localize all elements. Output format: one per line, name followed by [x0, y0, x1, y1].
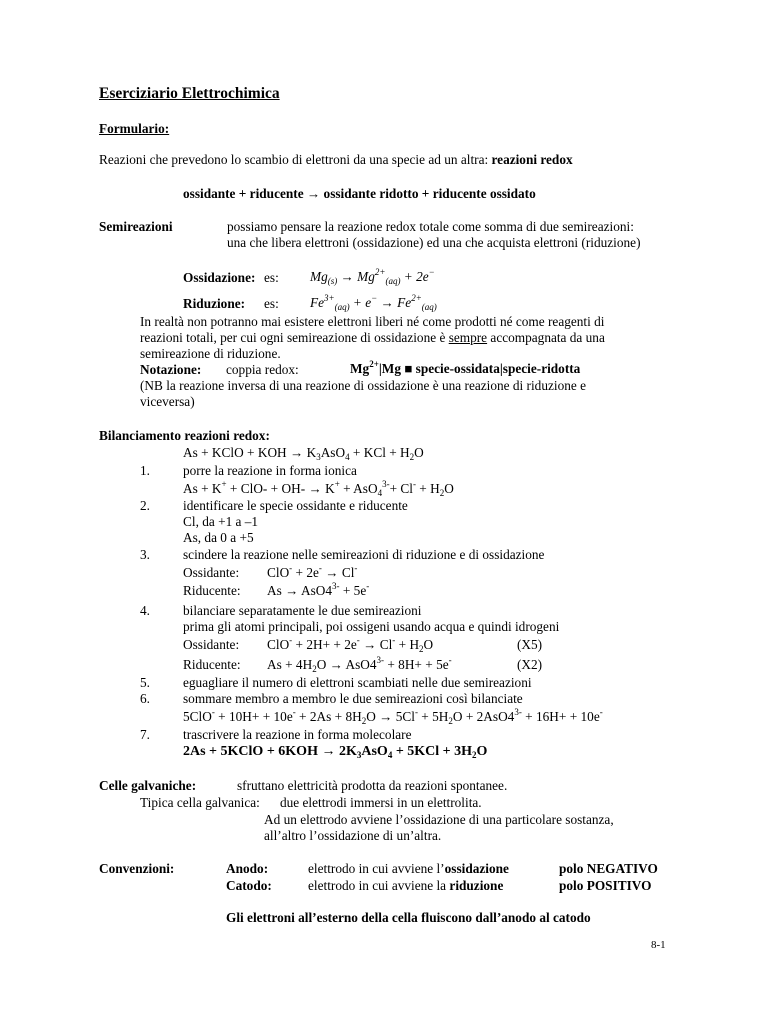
multiplier-x2: (X2): [517, 657, 543, 672]
riducente-eq-2: $As + 4H_2O \to AsO4^{3-} + 8H+ + 5e^-$: [267, 655, 452, 674]
anodo-text: [308, 861, 509, 877]
riducente-eq-1: $As \to AsO4^{3-} + 5e^-$: [267, 581, 370, 598]
bilanciamento-heading: Bilanciamento reazioni redox:: [99, 428, 270, 443]
anodo-text-bold: ossidazione: [444, 861, 509, 876]
document-title: Eserciziario Elettrochimica: [99, 85, 280, 102]
para1-line1: In realtà non potranno mai esistere elettroni liberi né come prodotti né come reagenti di: [140, 314, 605, 329]
reduction-label: Riduzione:: [183, 296, 246, 311]
step-4: bilanciare separatamente le due semireazioni: [183, 603, 422, 618]
anodo-label: Anodo:: [226, 861, 269, 876]
final-equation: 2As + 5KClO + $6KOH \to 2K_3AsO_4 + 5KCl + 3H_2O$: [183, 744, 488, 760]
step-4-b: prima gli atomi principali, poi ossigeni usando acqua e quindi idrogeni: [183, 619, 560, 634]
oxidation-equation: $Mg_{(s)} \to Mg^{2+}_{(aq)} + 2e^-$: [310, 267, 435, 286]
notation-species: specie-ossidata|specie-ridotta: [415, 361, 581, 376]
reduction-equation: $Fe^{3+}_{(aq)} + e^- \to Fe^{2+}_{(aq)}$: [310, 293, 437, 312]
catodo-text-bold: riduzione: [449, 878, 504, 893]
step-1: porre la reazione in forma ionica: [183, 463, 357, 478]
multiplier-x5: (X5): [517, 637, 543, 652]
semireazioni-line2: una che libera elettroni (ossidazione) ed una che acquista elettroni (riduzione): [227, 235, 641, 250]
step-number-3: 3.: [140, 547, 150, 562]
riducente-label-2: Riducente:: [183, 657, 241, 672]
celle-line4: all’altro l’ossidazione di un’altra.: [264, 828, 442, 843]
tipica-text: due elettrodi immersi in un elettrolita.: [280, 795, 482, 810]
intro-bold: reazioni redox: [491, 152, 573, 167]
step-number-5: 5.: [140, 675, 150, 690]
para1-line2: [140, 330, 605, 346]
step-number-6: 6.: [140, 691, 150, 706]
formulario-heading: Formulario:: [99, 121, 170, 136]
anodo-text-plain: elettrodo in cui avviene l’: [308, 861, 445, 876]
celle-text: sfruttano elettricità prodotta da reazioni spontanee.: [237, 778, 508, 793]
convenzioni-label: Convenzioni:: [99, 861, 175, 876]
summed-equation: $5ClO^- + 10H+ + 10e^- + 2As + 8H_2O \to 5Cl^- + 5H_2O + 2AsO4^{3-} + 16H+ + 10e^-$: [183, 707, 603, 726]
para1-line2-underline: sempre: [448, 330, 488, 345]
catodo-label: Catodo:: [226, 878, 272, 893]
step-6: sommare membro a membro le due semireazioni così bilanciate: [183, 691, 523, 706]
step-number-7: 7.: [140, 727, 150, 742]
step-2: identificare le specie ossidante e riducente: [183, 498, 408, 513]
oxidation-label: Ossidazione:: [183, 270, 256, 285]
step-5: eguagliare il numero di elettroni scambiati nelle due semireazioni: [183, 675, 532, 690]
catodo-text-plain: elettrodo in cui avviene la: [308, 878, 447, 893]
semireazioni-label: Semireazioni: [99, 219, 173, 234]
celle-label: Celle galvaniche:: [99, 778, 197, 793]
ossidante-eq-2: $ClO^- + 2H+ + 2e^- \to Cl^- + H_2O$: [267, 635, 434, 654]
general-reaction: ossidante + riducente → ossidante ridotto + riducente ossidato: [183, 186, 536, 201]
nb-line2: viceversa): [140, 394, 195, 409]
electron-flow-note: Gli elettroni all’esterno della cella fluiscono dall’anodo al catodo: [226, 910, 591, 925]
ossidante-eq-1: ClO- + 2e- → Cl-: [267, 563, 358, 580]
ossidante-label-1: Ossidante:: [183, 565, 240, 580]
notation-value: $Mg^{2+}|Mg$ ■ specie-ossidata|specie-ridotta: [350, 359, 581, 376]
step-7: trascrivere la reazione in forma molecolare: [183, 727, 412, 742]
step-2-cl: Cl, da +1 a –1: [183, 514, 259, 529]
oxidation-es: es:: [264, 270, 279, 285]
step-3: scindere la reazione nelle semireazioni di riduzione e di ossidazione: [183, 547, 545, 562]
celle-line3: Ad un elettrodo avviene l’ossidazione di una particolare sostanza,: [264, 812, 614, 827]
catodo-polo: polo POSITIVO: [559, 878, 652, 893]
step-number-4: 4.: [140, 603, 150, 618]
notation-text: coppia redox:: [226, 362, 299, 377]
step-number-2: 2.: [140, 498, 150, 513]
page-number: 8-1: [651, 939, 666, 951]
para1-line2-a: reazioni totali, per cui ogni semireazione di ossidazione è: [140, 330, 446, 345]
tipica-label: Tipica cella galvanica:: [140, 795, 260, 810]
anodo-polo: polo NEGATIVO: [559, 861, 658, 876]
reduction-es: es:: [264, 296, 279, 311]
ionic-equation: $As + K^+ + ClO- + OH- \to K^+ + AsO_4^{3-}+ Cl^- + H_2O$: [183, 479, 454, 498]
nb-line1: (NB la reazione inversa di una reazione di ossidazione è una reazione di riduzione e: [140, 378, 586, 393]
step-2-as: As, da 0 a +5: [183, 530, 254, 545]
molecular-equation: As + KClO + KOH → $K_3AsO_4$ + KCl + $H_2O$: [183, 445, 424, 462]
intro-plain: Reazioni che prevedono lo scambio di elettroni da una specie ad un altra:: [99, 152, 489, 167]
ossidante-label-2: Ossidante:: [183, 637, 240, 652]
para1-line3: semireazione di riduzione.: [140, 346, 281, 361]
intro-text: [99, 152, 573, 168]
notation-label: Notazione:: [140, 362, 202, 377]
riducente-label-1: Riducente:: [183, 583, 241, 598]
para1-line2-b: accompagnata da una: [490, 330, 605, 345]
catodo-text: [308, 878, 503, 894]
step-number-1: 1.: [140, 463, 150, 478]
semireazioni-line1: possiamo pensare la reazione redox totale come somma di due semireazioni:: [227, 219, 634, 234]
